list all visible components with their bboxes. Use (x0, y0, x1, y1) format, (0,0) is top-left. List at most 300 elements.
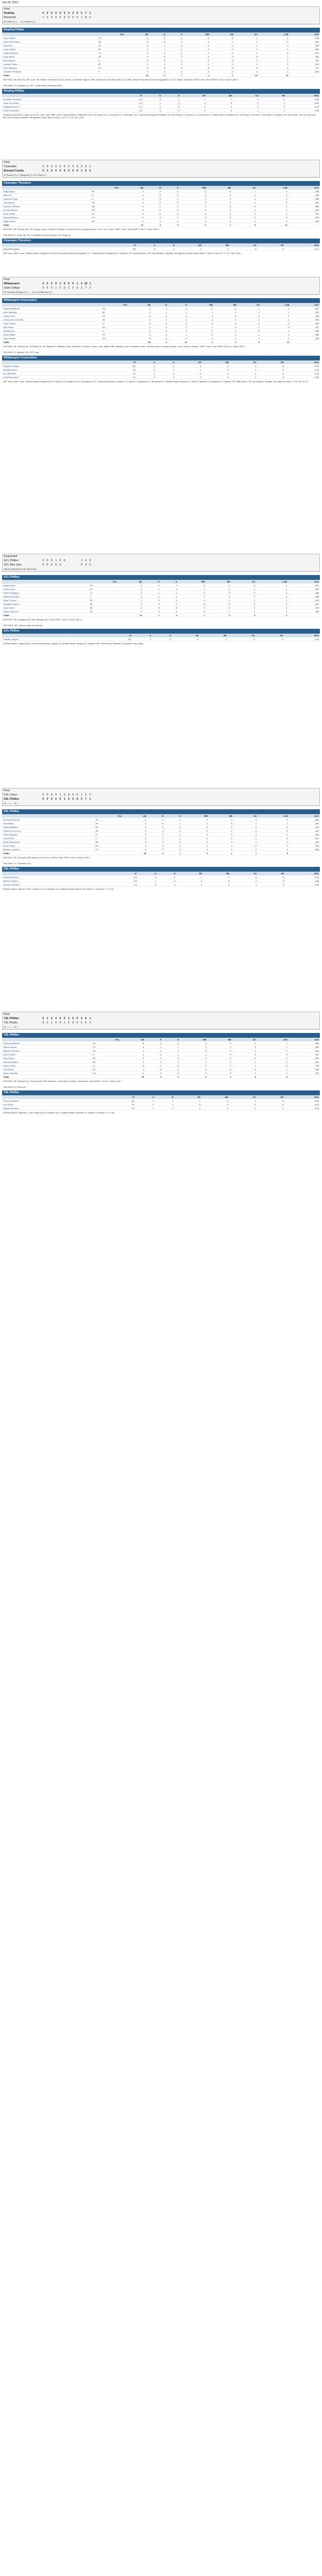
team-name[interactable]: GCL Blue Jays (4, 563, 22, 567)
team-name[interactable]: DSL Phillies (4, 798, 19, 801)
stat-cell: 0 (207, 204, 232, 208)
inning-score: 0 (59, 169, 61, 173)
stat-cell: 0 (207, 193, 232, 197)
stat-cell: 1 (258, 840, 289, 844)
stat-cell: 1 (259, 70, 289, 73)
stat-cell: 0 (166, 55, 183, 59)
linescore-row (3, 282, 319, 286)
stat-cell: 0 (188, 307, 214, 310)
player-name[interactable]: Larry Greene (2, 322, 101, 325)
stat-cell: 2.0 (108, 1106, 135, 1110)
stat-cell: 0 (214, 333, 238, 337)
table-row (2, 829, 320, 833)
player-name[interactable]: Cesar Hernandez (2, 40, 97, 44)
inning-score: 2 (72, 12, 74, 15)
stat-cell: 0 (210, 62, 234, 66)
player-name[interactable]: Edgar Duran (2, 219, 91, 223)
stat-cell: 4 (125, 51, 149, 55)
table-row (2, 844, 320, 848)
player-name[interactable]: Gustavo Martinez (2, 1041, 92, 1045)
player-name[interactable]: Cameron Rupp (2, 197, 91, 201)
game-section-3 (2, 277, 320, 385)
team-name[interactable]: State College (4, 286, 20, 290)
stat-cell: 1 (176, 875, 203, 879)
game-section-4 (2, 554, 320, 647)
table-row (2, 193, 320, 197)
player-name[interactable]: Jonathan Garcia (2, 602, 88, 606)
player-name[interactable]: Jiwan James (2, 47, 97, 51)
stat-cell: 1 (180, 1060, 208, 1064)
stat-cell: 2 (202, 1099, 229, 1103)
stat-cell (291, 340, 320, 344)
inning-score: 0 (46, 1021, 49, 1024)
stat-cell: 0 (151, 325, 168, 329)
team-name[interactable]: Reading (4, 12, 14, 15)
player-name[interactable]: Carlos Duran (2, 1064, 92, 1068)
stat-cell: 1 (168, 310, 188, 314)
player-name[interactable]: Tyler Greene (2, 337, 101, 340)
stat-cell: 1 (163, 1060, 180, 1064)
inning-score: 0 (55, 798, 57, 801)
player-name[interactable]: Willians Astudillo (2, 595, 88, 598)
stat-cell: 0 (257, 1099, 285, 1103)
linescore (2, 1012, 320, 1030)
player-name[interactable]: Samuel Medina (2, 825, 94, 829)
inning-score: 0 (55, 165, 57, 168)
player-name[interactable]: Matthew Hans (2, 368, 99, 372)
player-name[interactable]: Carlos Tocci (2, 587, 88, 591)
stat-cell: 0 (181, 105, 207, 109)
stat-cell: 0 (144, 208, 162, 212)
stat-cell: 0 (256, 602, 288, 606)
player-name[interactable]: Kevin Walter (2, 333, 101, 337)
table-row (2, 333, 320, 337)
stat-cell: 2 (168, 318, 188, 322)
player-name[interactable]: Mitch Walding (2, 310, 101, 314)
stat-cell: 12 (261, 340, 291, 344)
player-name[interactable]: Miguel Cervenka (2, 1049, 92, 1053)
stat-cell: 3.56 (286, 97, 320, 101)
player-name[interactable]: Gabriel Lino (2, 329, 101, 333)
stat-cell: RF (92, 1056, 120, 1060)
player-name[interactable]: Jonathan Pettibone (2, 70, 97, 73)
stat-cell: 1B (94, 829, 123, 833)
table-row (2, 1071, 320, 1075)
inning-score: 0 (72, 169, 74, 173)
linescore-header (3, 160, 319, 165)
player-name[interactable]: Jonathan Pettibone (2, 97, 107, 101)
inning-cells (41, 798, 92, 801)
player-name[interactable]: Kyle Hume (2, 325, 101, 329)
box-wrapper (2, 809, 320, 855)
stat-cell: 0 (178, 606, 206, 610)
column-header: ER (175, 360, 202, 364)
stat-cell: 1 (230, 372, 257, 375)
pitcher-decisions: W: ... L: ... Sv: ... (3, 801, 319, 806)
stat-cell: 1.42 (285, 1106, 320, 1110)
batting-notes: BATTING: 2B: Martinez (7), Cervenka (9). RBI: Martinez, Cervenka 2, Grullon, Hernandez. Team RISP: 4-for-12. Team LOB: 7. (3, 1080, 123, 1082)
stat-cell: 2 (259, 66, 289, 70)
stat-cell: 0 (202, 1103, 229, 1106)
table-row (2, 247, 320, 251)
stat-cell: 0 (232, 1053, 257, 1056)
stat-cell: 2 (235, 55, 259, 59)
stat-cell: 1 (257, 197, 288, 201)
stat-cell: 1 (164, 844, 181, 848)
stat-cell: 1 (174, 1099, 202, 1103)
stat-cell: 4 (128, 314, 152, 318)
box-title: DSL Phillies (2, 809, 320, 814)
stat-cell: 0 (178, 591, 206, 595)
stat-cell: 0 (188, 333, 214, 337)
box-wrapper (2, 1090, 320, 1110)
column-header: SO (235, 32, 259, 36)
stat-cell: 1 (210, 40, 234, 44)
column-header: SO (230, 872, 257, 875)
player-name: Totals (2, 73, 97, 77)
team-name[interactable]: Richmond (4, 16, 16, 19)
stat-cell: 0 (182, 833, 209, 836)
stat-cell: 4 (128, 325, 152, 329)
stat-cell: 4 (138, 875, 157, 879)
player-name[interactable]: Victor Torres (2, 844, 94, 848)
player-name[interactable]: Troy Hanzawa (2, 66, 97, 70)
stat-cell: 0 (160, 587, 178, 591)
player-name[interactable]: Cameron Perkins (2, 204, 91, 208)
box-header-row (2, 360, 320, 364)
stat-cell: 0 (259, 62, 289, 66)
player-name[interactable]: Jim Murphy (2, 201, 91, 204)
stat-cell: 1 (214, 337, 238, 340)
inning-score: 0 (76, 1021, 78, 1024)
player-name[interactable]: Rafael De La Cruz (2, 829, 94, 833)
stat-cell: 0 (207, 216, 232, 219)
column-header: HR (257, 360, 285, 364)
column-header: H (137, 243, 156, 247)
inning-cells (41, 16, 92, 19)
player-name[interactable]: Phillippe Aumont (2, 105, 107, 109)
stat-cell: 0 (260, 97, 286, 101)
stat-cell: 0 (180, 1071, 208, 1075)
stat-cell: 5 (145, 1075, 163, 1079)
box-table (2, 303, 320, 344)
player-name[interactable]: Oris Matos (2, 822, 94, 825)
team-name[interactable]: GCL Phillies (4, 559, 19, 562)
player-name[interactable]: Franklin Vargas (2, 637, 93, 641)
stat-cell: 2 (234, 825, 258, 829)
stat-cell: 2 (202, 364, 230, 368)
player-name[interactable]: Deivi Grullon (2, 1053, 92, 1056)
player-name[interactable]: Pedro Miranda (2, 833, 94, 836)
stat-cell: 2 (237, 322, 261, 325)
player-name[interactable]: Andry Jaramillo (2, 1071, 92, 1075)
stat-cell: 0 (176, 883, 203, 887)
inning-score: 0 (42, 798, 44, 801)
player-name[interactable]: Geoff Broussard (2, 375, 99, 379)
stat-cell: 2 (164, 818, 181, 822)
inning-score: 0 (46, 282, 49, 285)
stat-cell: .287 (291, 307, 320, 310)
player-name[interactable]: Darin Ruf (2, 44, 97, 47)
column-header: BB (202, 1095, 229, 1099)
inning-score: 0 (63, 286, 66, 290)
stat-cell: 2 (118, 606, 143, 610)
stat-cell: 2 (118, 598, 143, 602)
stat-cell: 0 (143, 595, 160, 598)
column-header: SO (233, 94, 260, 97)
stat-cell: 0 (237, 329, 261, 333)
player-name[interactable]: Leandro Castro (2, 62, 97, 66)
player-name[interactable]: Lino Martinez (2, 372, 99, 375)
player-name[interactable]: Christopher Serritella (2, 318, 101, 322)
pitching-notes: WP: Hans. HBP: none. Pitches-strikes: Hanson 82-51, Hans 31-19, Martinez 14-9, Broussard 12-9. Groundouts-flyouts: Hanson 7-4, Hans 2-1, Martinez 1-1, Broussard 1-0. Batters faced: Hanson 21, Hans 9, Martinez 4, Broussard 3. Umpires: HP: Matt Moore. 1B: Jon Saphire. Weather: 80 degrees, clear. T: 2:41. Att: 3,271. (3, 380, 309, 383)
player-name[interactable]: Gerardo Vazquez (2, 883, 100, 887)
player-name[interactable]: Jeremy Barnes (2, 208, 91, 212)
stat-cell: .205 (288, 1064, 320, 1068)
stat-cell: 1 (164, 836, 181, 840)
stat-cell: .233 (288, 216, 320, 219)
player-name[interactable]: Justin De Fratus (2, 101, 107, 105)
stat-cell: 1 (145, 1041, 163, 1045)
stat-cell: 2 (257, 1053, 288, 1056)
player-name[interactable]: Harold Musgrave (2, 247, 99, 251)
inning-score: 0 (42, 563, 44, 567)
column-header: R (143, 580, 160, 584)
column-header: ERA (285, 1095, 320, 1099)
inning-score: 0 (55, 793, 57, 797)
game-status: Final (4, 7, 10, 11)
table-row (2, 325, 320, 329)
stat-cell: 0 (256, 637, 284, 641)
player-name[interactable]: Kelly Dugan (2, 190, 91, 193)
stat-cell: 35 (128, 340, 152, 344)
stat-cell: 2 (118, 602, 143, 606)
stat-cell: 3B (88, 606, 118, 610)
inning-score: 0 (59, 563, 61, 567)
stat-cell: 0 (206, 606, 231, 610)
column-header: SO (232, 1038, 257, 1041)
stat-cell: 10 (235, 73, 259, 77)
stat-cell: 0 (237, 318, 261, 322)
column-header (107, 94, 117, 97)
stat-cell: LF (97, 51, 125, 55)
stat-cell: 3.12 (285, 247, 320, 251)
column-header: IP (111, 872, 138, 875)
inning-score: 0 (51, 169, 53, 173)
player-name[interactable]: Alberto Cedeno (2, 879, 100, 883)
player-name[interactable]: Yefri Perez (2, 1068, 92, 1071)
stat-cell: .232 (288, 208, 320, 212)
player-name[interactable]: Carlos Valencia (2, 610, 88, 613)
stat-cell: 3.27 (286, 105, 320, 109)
inning-score: 0 (51, 793, 53, 797)
game-section-5 (2, 788, 320, 892)
stat-cell: 1 (232, 1060, 257, 1064)
stat-cell: 3 (123, 840, 147, 844)
stat-cell: 1 (235, 40, 259, 44)
stat-cell: 0 (147, 822, 164, 825)
team-name[interactable]: Clearwater (4, 165, 17, 168)
stat-cell: 2 (257, 193, 288, 197)
team-name[interactable]: Brevard County (4, 169, 24, 173)
player-name[interactable]: Luis Rojas (2, 1103, 97, 1106)
team-name[interactable]: VSL Phillies (4, 1017, 19, 1020)
column-header: SO (229, 1095, 257, 1099)
inning-score: 0 (76, 16, 78, 19)
box-header-row (2, 872, 320, 875)
stat-cell: 1 (257, 1056, 288, 1060)
column-header: R (155, 1095, 175, 1099)
inning-score: 0 (59, 12, 61, 15)
column-header: ERA (285, 872, 320, 875)
stat-cell: 0 (188, 329, 214, 333)
table-row (2, 879, 320, 883)
stat-cell: 0 (207, 1068, 232, 1071)
runs: 5 (80, 1017, 83, 1020)
player-name[interactable]: Jake Fox (2, 193, 91, 197)
stat-cell: 3 (119, 212, 144, 216)
column-header: AB (119, 186, 144, 190)
stat-cell: 0 (149, 55, 166, 59)
stat-cell: 4 (120, 1068, 145, 1071)
table-row (2, 109, 320, 112)
stat-cell: 1 (143, 101, 162, 105)
stat-cell: 0 (162, 109, 181, 112)
stat-cell: 36 (120, 1075, 145, 1079)
stat-cell: 0 (180, 223, 207, 227)
player-name[interactable]: Emmanuel Serna (2, 818, 94, 822)
stat-cell: .248 (288, 1068, 320, 1071)
team-name[interactable]: VSL Pirates (4, 1021, 18, 1024)
stat-cell (99, 247, 110, 251)
player-name[interactable]: Zach Green (2, 606, 88, 610)
table-row (2, 62, 320, 66)
inning-score: 0 (55, 282, 57, 285)
stat-cell: 1 (232, 219, 257, 223)
stat-cell: 4 (123, 818, 147, 822)
stat-cell: 0 (163, 1071, 180, 1075)
inning-score: 0 (72, 165, 74, 168)
player-name[interactable]: Jose Pujols (2, 1056, 92, 1060)
stat-cell: 0 (143, 602, 160, 606)
player-name: Totals (2, 223, 91, 227)
stat-cell: 5.0 (110, 364, 136, 368)
stat-cell: .270 (289, 51, 320, 55)
stat-cell: 0 (210, 55, 234, 59)
player-name[interactable]: Dylan Cozens (2, 598, 88, 602)
column-header: R (157, 872, 176, 875)
stat-cell: 0 (178, 602, 206, 606)
stat-cell: 2 (261, 322, 291, 325)
inning-score: 0 (72, 1017, 74, 1020)
stat-cell: 0 (210, 44, 234, 47)
stat-cell: 0 (209, 836, 234, 840)
stat-cell: 0 (144, 204, 162, 208)
table-row (2, 598, 320, 602)
stat-cell: 0 (207, 1041, 232, 1045)
box-header-row (2, 32, 320, 36)
column-header: RBI (180, 1038, 208, 1041)
stat-cell: 1 (188, 325, 214, 329)
stat-cell: P (97, 70, 125, 73)
stat-cell (101, 340, 128, 344)
stat-cell: 1 (160, 595, 178, 598)
player-name[interactable]: Cody Overbeck (2, 51, 97, 55)
stat-cell: 5 (162, 223, 180, 227)
stat-cell: 1 (235, 36, 259, 40)
stat-cell: 1 (257, 1045, 288, 1049)
stat-cell: 2 (230, 879, 257, 883)
stat-cell: .298 (288, 595, 320, 598)
player-name[interactable]: Wilson Garcia (2, 1045, 92, 1049)
player-name[interactable]: Angelo Mora (2, 584, 88, 587)
stat-cell: 1 (256, 584, 288, 587)
stat-cell: 0 (164, 825, 181, 829)
player-name[interactable]: Kevin Walter (2, 212, 91, 216)
table-row (2, 204, 320, 208)
fielding-notes: FIELDING: DP: 1 (Mora-Valencia-Garcia). (3, 624, 43, 627)
player-name[interactable]: Rich Sigmon (2, 59, 97, 62)
linescore-row (3, 286, 319, 290)
hits: 9 (85, 1017, 87, 1020)
player-name[interactable]: Mario Crisostomo (2, 840, 94, 844)
player-name[interactable]: Jan Hernandez (2, 1060, 92, 1064)
player-name[interactable]: Nicholas Hanson (2, 364, 99, 368)
stat-cell: .296 (289, 40, 320, 44)
team-name[interactable]: Williamsport (4, 282, 20, 285)
player-name[interactable]: Tyson Gillies (2, 36, 97, 40)
stat-cell: 3 (123, 833, 147, 836)
stat-cell: DH (94, 844, 123, 848)
stat-cell: 0 (183, 66, 210, 70)
stat-cell: 0 (214, 322, 238, 325)
player-name[interactable]: Marquin Caceres (2, 848, 94, 851)
player-name[interactable]: Manuel Ordonez (2, 1106, 97, 1110)
player-name[interactable]: Cody Asche (2, 55, 97, 59)
inning-score: 0 (51, 286, 53, 290)
column-header: SO (228, 634, 256, 637)
stat-cell: DH (92, 1071, 120, 1075)
stat-cell: 0 (182, 825, 209, 829)
inning-score: 0 (42, 169, 44, 173)
player-name[interactable]: Ramon Sanchez (2, 1099, 97, 1103)
player-name[interactable]: Edubray Ramos (2, 875, 100, 879)
stat-cell: 0 (209, 844, 234, 848)
stat-cell (288, 613, 320, 617)
stat-cell: 0 (234, 836, 258, 840)
player-name[interactable]: Juan Perez (2, 836, 94, 840)
stat-cell: 0 (178, 587, 206, 591)
stat-cell: 0 (207, 197, 232, 201)
column-header: RBI (180, 186, 207, 190)
stat-cell: 1 (147, 836, 164, 840)
linescore-row (3, 15, 319, 20)
stat-cell: LF (92, 1064, 120, 1068)
player-name[interactable]: Carlos Tocci (2, 314, 101, 318)
stat-cell: 0 (164, 848, 181, 851)
player-name[interactable]: Frank Herrmann (2, 109, 107, 112)
player-name[interactable]: Harold Martinez (2, 216, 91, 219)
column-header (2, 1095, 97, 1099)
table-row (2, 216, 320, 219)
stat-cell: .233 (289, 825, 320, 829)
errors: 3 (89, 1021, 91, 1024)
errors: 0 (89, 563, 91, 567)
team-name[interactable]: DSL Cubs1 (4, 793, 18, 797)
player-name[interactable]: Herlis Rodriguez (2, 591, 88, 595)
stat-cell: .209 (288, 606, 320, 610)
player-name[interactable]: Stephen Malcolm (2, 307, 101, 310)
